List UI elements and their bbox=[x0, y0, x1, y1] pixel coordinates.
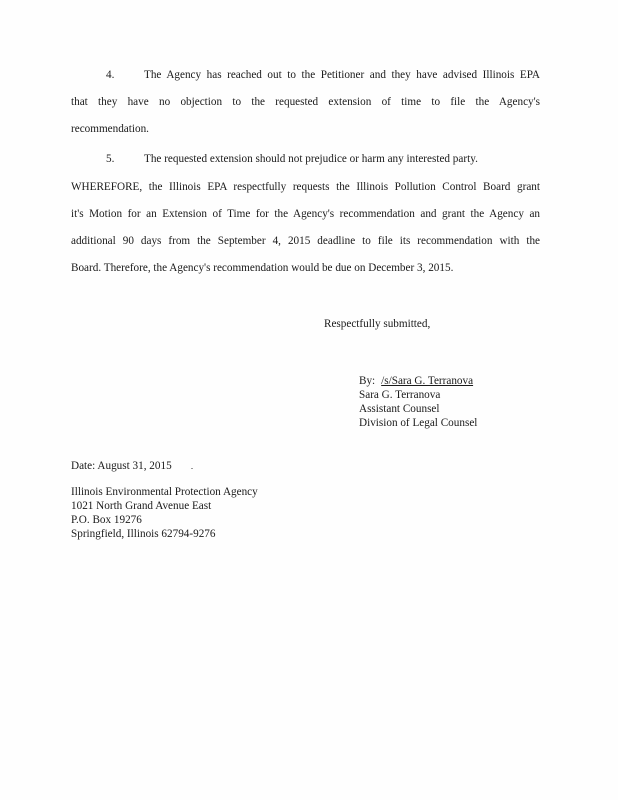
date-line: Date: August 31, 2015 bbox=[71, 460, 172, 472]
wherefore-line-4: Board. Therefore, the Agency's recommendation would be due on December 3, 2015. bbox=[71, 262, 454, 274]
address-agency: Illinois Environmental Protection Agency bbox=[71, 486, 258, 498]
signature-by-label: By: bbox=[359, 375, 376, 387]
signature-by-value: /s/Sara G. Terranova bbox=[381, 375, 474, 387]
paragraph-5-line-1: The requested extension should not prejudice or harm any interested party. bbox=[144, 153, 478, 165]
signature-name: Sara G. Terranova bbox=[359, 389, 441, 401]
paragraph-4-number: 4. bbox=[106, 69, 115, 81]
paragraph-4-line-2: that they have no objection to the requested extension of time to file the Agency's bbox=[71, 96, 540, 108]
paragraph-4-line-3: recommendation. bbox=[71, 123, 149, 135]
scan-speck bbox=[191, 468, 193, 469]
wherefore-line-3: additional 90 days from the September 4, 2015 deadline to file its recommendation with the bbox=[71, 235, 540, 247]
paragraph-4-line-1: The Agency has reached out to the Petitioner and they have advised Illinois EPA bbox=[144, 69, 540, 81]
wherefore-line-1: WHEREFORE, the Illinois EPA respectfully requests the Illinois Pollution Control Board grant bbox=[71, 181, 540, 193]
address-street: 1021 North Grand Avenue East bbox=[71, 500, 212, 512]
address-city: Springfield, Illinois 62794-9276 bbox=[71, 528, 216, 540]
wherefore-line-2: it's Motion for an Extension of Time for the Agency's recommendation and grant the Agency an bbox=[71, 208, 540, 220]
address-po-box: P.O. Box 19276 bbox=[71, 514, 142, 526]
signature-division: Division of Legal Counsel bbox=[359, 417, 478, 429]
closing: Respectfully submitted, bbox=[324, 318, 431, 330]
signature-title: Assistant Counsel bbox=[359, 403, 440, 415]
paragraph-5-number: 5. bbox=[106, 153, 115, 165]
signature-by-line bbox=[359, 374, 499, 388]
